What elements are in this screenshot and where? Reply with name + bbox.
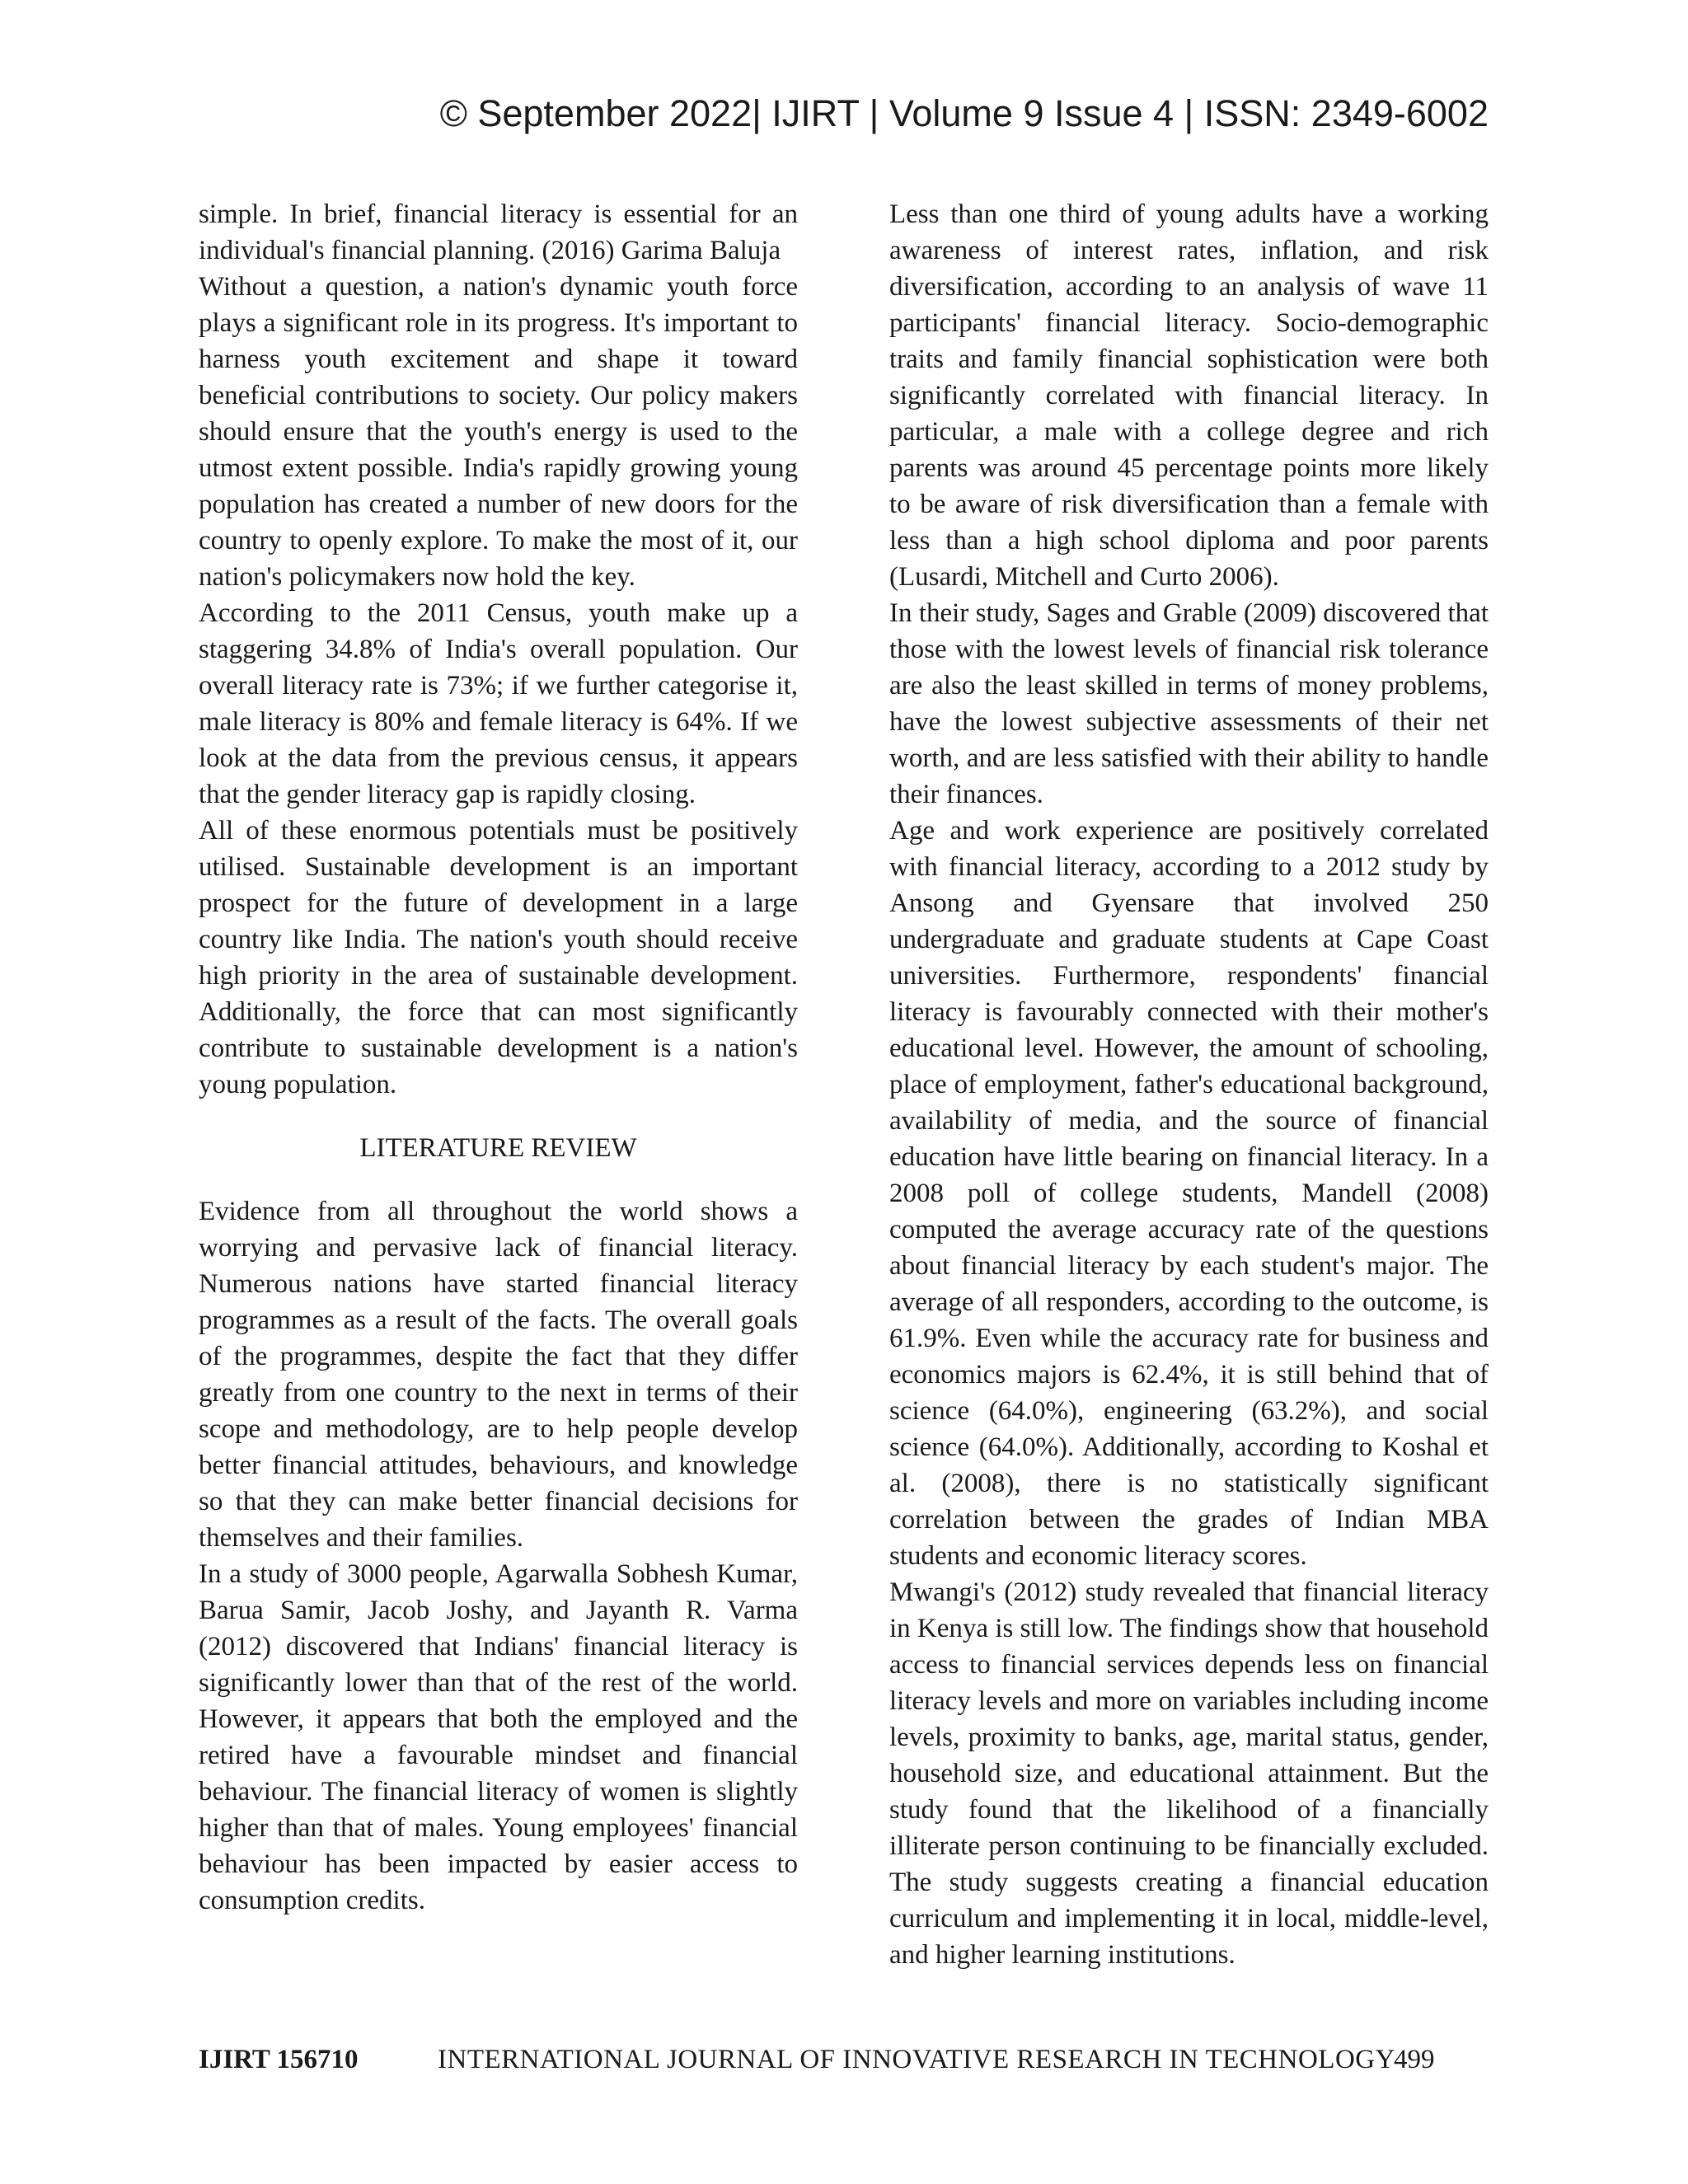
journal-name: INTERNATIONAL JOURNAL OF INNOVATIVE RESEARCH IN TECHNOLOGY — [438, 2045, 1395, 2074]
paragraph: Evidence from all throughout the world shows a worrying and pervasive lack of financial literacy. Numerous nations have started financial literacy programmes as a result of the facts. The overall goals of the programmes, despite the fact that they differ greatly from one country to the next in terms of their scope and methodology, are to help people develop better financial attitudes, behaviours, and knowledge so that they can make better financial decisions for themselves and their families. — [199, 1197, 798, 1553]
paragraph: Without a question, a nation's dynamic youth force plays a significant role in its progress. It's important to harness youth excitement and shape it toward beneficial contributions to society. Our policy makers should ensure that the youth's energy is used to the utmost extent possible. India's rapidly growing young population has created a number of new doors for the country to openly explore. To make the most of it, our nation's policymakers now hold the key. — [199, 272, 798, 592]
paragraph: In a study of 3000 people, Agarwalla Sobhesh Kumar, Barua Samir, Jacob Joshy, and Jayanth R. Varma (2012) discovered that Indians' financial literacy is significantly lower than that of the rest of the world. However, it appears that both the employed and the retired have a favourable mindset and financial behaviour. The financial literacy of women is slightly higher than that of males. Young employees' financial behaviour has been impacted by easier access to consumption credits. — [199, 1559, 798, 1915]
page-footer — [199, 2039, 1484, 2080]
section-heading: LITERATURE REVIEW — [359, 1133, 637, 1163]
paragraph: Mwangi's (2012) study revealed that financial literacy in Kenya is still low. The findings show that household access to financial services depends less on financial literacy levels and more on variables including income levels, proximity to banks, age, marital status, gender, household size, and educational attainment. But the study found that the likelihood of a financially illiterate person continuing to be financially excluded. The study suggests creating a financial education curriculum and implementing it in local, middle-level, and higher learning institutions. — [889, 1577, 1489, 1970]
page-number: 499 — [1394, 2045, 1435, 2074]
journal-citation: © September 2022| IJIRT | Volume 9 Issue 4 | ISSN: 2349-6002 — [439, 92, 1489, 134]
left-column — [199, 196, 798, 1919]
paper-id: IJIRT 156710 — [199, 2045, 359, 2074]
paragraph: simple. In brief, financial literacy is essential for an individual's financial planning. (2016) Garima Baluja — [199, 199, 798, 265]
right-column — [889, 196, 1489, 1973]
paragraph: Age and work experience are positively correlated with financial literacy, according to a 2012 study by Ansong and Gyensare that involved 250 undergraduate and graduate students at Cape Coast universities. Furthermore, respondents' financial literacy is favourably connected with their mother's educational level. However, the amount of schooling, place of employment, father's educational background, availability of media, and the source of financial education have little bearing on financial literacy. In a 2008 poll of college students, Mandell (2008) computed the average accuracy rate of the questions about financial literacy by each student's major. The average of all responders, according to the outcome, is 61.9%. Even while the accuracy rate for business and economics majors is 62.4%, it is still behind that of science (64.0%), engineering (63.2%), and social science (64.0%). Additionally, according to Koshal et al. (2008), there is no statistically significant correlation between the grades of Indian MBA students and economic literacy scores. — [889, 816, 1489, 1571]
paragraph: Less than one third of young adults have a working awareness of interest rates, inflation, and risk diversification, according to an analysis of wave 11 participants' financial literacy. Socio-demographic traits and family financial sophistication were both significantly correlated with financial literacy. In particular, a male with a college degree and rich parents was around 45 percentage points more likely to be aware of risk diversification than a female with less than a high school diploma and poor parents (Lusardi, Mitchell and Curto 2006). — [889, 199, 1489, 592]
paragraph: All of these enormous potentials must be positively utilised. Sustainable development is an important prospect for the future of development in a large country like India. The nation's youth should receive high priority in the area of sustainable development. Additionally, the force that can most significantly contribute to sustainable development is a nation's young population. — [199, 816, 798, 1099]
paragraph: According to the 2011 Census, youth make up a staggering 34.8% of India's overall population. Our overall literacy rate is 73%; if we further categorise it, male literacy is 80% and female literacy is 64%. If we look at the data from the previous census, it appears that the gender literacy gap is rapidly closing. — [199, 598, 798, 809]
running-header — [195, 89, 1489, 138]
paragraph: In their study, Sages and Grable (2009) discovered that those with the lowest levels of financial risk tolerance are also the least skilled in terms of money problems, have the lowest subjective assessments of their net worth, and are less satisfied with their ability to handle their finances. — [889, 598, 1489, 809]
